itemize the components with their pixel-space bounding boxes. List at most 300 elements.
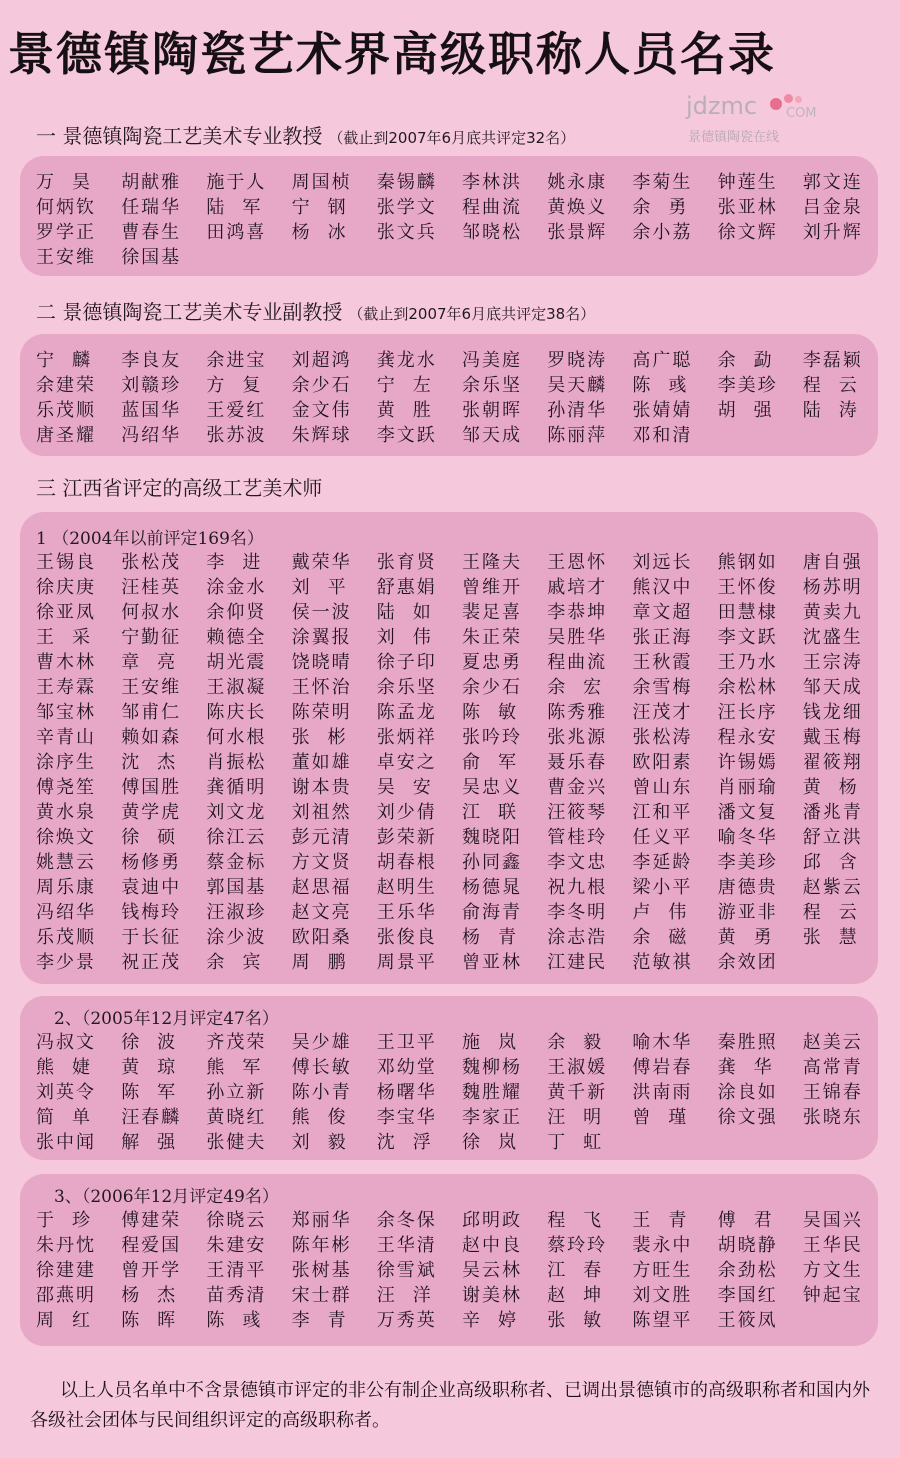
name-entry: 李宝华 <box>376 1107 435 1128</box>
name-entry: 田慧棣 <box>717 602 776 623</box>
name-entry: 夏忠勇 <box>462 652 520 673</box>
name-entry: 徐江云 <box>206 827 265 848</box>
name-entry: 汪明 <box>547 1107 602 1128</box>
name-entry: 徐建建 <box>36 1260 94 1281</box>
name-entry: 陈彧 <box>632 375 687 396</box>
name-entry: 李恭坤 <box>547 602 606 623</box>
name-entry: 陈敏 <box>462 702 516 723</box>
name-entry: 王宗涛 <box>802 652 861 673</box>
name-entry: 曹金兴 <box>547 777 606 798</box>
name-entry: 张炳祥 <box>376 727 435 748</box>
name-entry: 任义平 <box>632 827 691 848</box>
name-entry: 管桂玲 <box>547 827 606 848</box>
name-entry: 涂少波 <box>206 927 265 948</box>
name-entry: 章文超 <box>632 602 691 623</box>
name-entry: 姚永康 <box>547 172 606 193</box>
logo-subtitle: 景德镇陶瓷在线 <box>688 130 780 145</box>
name-entry: 陆如 <box>376 602 431 623</box>
name-entry: 蔡玲玲 <box>547 1235 606 1256</box>
name-entry: 江和平 <box>632 802 691 823</box>
name-entry: 秦胜照 <box>717 1032 776 1053</box>
name-entry: 范敏祺 <box>632 952 691 973</box>
name-entry: 黄水泉 <box>36 802 94 823</box>
name-entry: 李家正 <box>462 1107 520 1128</box>
name-entry: 黄琼 <box>121 1057 176 1078</box>
name-entry: 徐雪斌 <box>376 1260 435 1281</box>
name-entry: 黄晓红 <box>206 1107 265 1128</box>
name-entry: 祝正茂 <box>121 952 180 973</box>
name-entry: 陈小青 <box>291 1082 350 1103</box>
name-entry: 张敏 <box>547 1310 602 1331</box>
name-entry: 徐文强 <box>717 1107 776 1128</box>
name-entry: 刘文胜 <box>632 1285 691 1306</box>
name-entry: 邵燕明 <box>36 1285 94 1306</box>
name-entry: 汪淑珍 <box>206 902 265 923</box>
name-entry: 龚华 <box>717 1057 772 1078</box>
name-entry: 邓幼堂 <box>376 1057 435 1078</box>
name-entry: 张正海 <box>632 627 691 648</box>
name-entry: 王卫平 <box>376 1032 435 1053</box>
name-entry: 李文忠 <box>547 852 606 873</box>
name-entry: 王乃水 <box>717 652 776 673</box>
name-entry: 齐茂荣 <box>206 1032 265 1053</box>
name-entry: 吴云林 <box>462 1260 520 1281</box>
name-entry: 方文贤 <box>291 852 350 873</box>
name-entry: 余勐 <box>717 350 772 371</box>
name-entry: 余松林 <box>717 677 776 698</box>
name-entry: 李国红 <box>717 1285 776 1306</box>
name-entry: 刘文龙 <box>206 802 265 823</box>
name-entry: 王清平 <box>206 1260 265 1281</box>
name-entry: 张兆源 <box>547 727 606 748</box>
name-entry: 徐国基 <box>121 247 180 268</box>
name-entry: 卓安之 <box>376 752 435 773</box>
name-entry: 简单 <box>36 1107 90 1128</box>
name-entry: 欧阳素 <box>632 752 691 773</box>
name-entry: 熊军 <box>206 1057 261 1078</box>
section-heading-text: 一 景德镇陶瓷工艺美术专业教授 <box>36 124 323 148</box>
name-entry: 高广聪 <box>632 350 691 371</box>
name-entry: 陈军 <box>121 1082 176 1103</box>
name-entry: 潘兆青 <box>802 802 861 823</box>
name-entry: 冯绍华 <box>36 902 94 923</box>
name-entry: 周红 <box>36 1310 90 1331</box>
name-entry: 钱梅玲 <box>121 902 180 923</box>
name-entry: 吴国兴 <box>802 1210 861 1231</box>
name-entry: 程曲流 <box>462 197 520 218</box>
name-entry: 洪南雨 <box>632 1082 691 1103</box>
name-entry: 陈荣明 <box>291 702 350 723</box>
name-entry: 曾维开 <box>462 577 520 598</box>
name-entry: 邹宝林 <box>36 702 94 723</box>
name-entry: 李延龄 <box>632 852 691 873</box>
name-entry: 赵坤 <box>547 1285 602 1306</box>
name-entry: 刘超鸿 <box>291 350 350 371</box>
name-entry: 余磁 <box>632 927 687 948</box>
name-entry: 曹木林 <box>36 652 94 673</box>
name-entry: 汪长序 <box>717 702 776 723</box>
name-entry: 李冬明 <box>547 902 606 923</box>
name-entry: 王锦春 <box>802 1082 861 1103</box>
name-entry: 冯叔文 <box>36 1032 94 1053</box>
name-entry: 王华民 <box>802 1235 861 1256</box>
name-entry: 饶晓晴 <box>291 652 350 673</box>
name-entry: 戚培才 <box>547 577 606 598</box>
name-entry: 曹春生 <box>121 222 180 243</box>
name-entry: 余勇 <box>632 197 687 218</box>
name-entry: 方复 <box>206 375 261 396</box>
name-entry: 王青 <box>632 1210 687 1231</box>
name-entry: 谢美林 <box>462 1285 520 1306</box>
name-entry: 朱辉球 <box>291 425 350 446</box>
name-entry: 乐茂顺 <box>36 400 94 421</box>
name-entry: 张亚林 <box>717 197 776 218</box>
name-entry: 赖德全 <box>206 627 265 648</box>
name-entry: 汪茂才 <box>632 702 691 723</box>
name-entry: 万昊 <box>36 172 90 193</box>
section-panel-associate-professors <box>20 334 878 456</box>
name-entry: 曾开学 <box>121 1260 180 1281</box>
name-entry: 李磊颖 <box>802 350 861 371</box>
name-entry: 黄杨 <box>802 777 857 798</box>
name-entry: 傅尧笙 <box>36 777 94 798</box>
name-entry: 黄千新 <box>547 1082 606 1103</box>
name-entry: 陈丽萍 <box>547 425 606 446</box>
name-entry: 邹天成 <box>802 677 861 698</box>
section-note: （截止到2007年6月底共评定32名） <box>328 129 576 147</box>
name-entry: 龚循明 <box>206 777 265 798</box>
name-entry: 宁麟 <box>36 350 90 371</box>
name-entry: 张婧婧 <box>632 400 691 421</box>
name-entry: 徐岚 <box>462 1132 516 1153</box>
name-entry: 王秋霞 <box>632 652 691 673</box>
name-entry: 周国桢 <box>291 172 350 193</box>
name-entry: 沈盛生 <box>802 627 861 648</box>
name-entry: 丁虹 <box>547 1132 602 1153</box>
name-entry: 卢伟 <box>632 902 687 923</box>
name-entry: 沈杰 <box>121 752 176 773</box>
name-entry: 汪洋 <box>376 1285 431 1306</box>
name-entry: 杨青 <box>462 927 516 948</box>
logo-com: COM <box>786 106 817 121</box>
name-entry: 李林洪 <box>462 172 520 193</box>
name-entry: 程爱国 <box>121 1235 180 1256</box>
name-entry: 彭元清 <box>291 827 350 848</box>
name-entry: 徐庆庚 <box>36 577 94 598</box>
name-entry: 涂金水 <box>206 577 265 598</box>
name-entry: 喻冬华 <box>717 827 776 848</box>
name-entry: 宋士群 <box>291 1285 350 1306</box>
name-entry: 郑丽华 <box>291 1210 350 1231</box>
name-entry: 余冬保 <box>376 1210 435 1231</box>
name-entry: 余宾 <box>206 952 261 973</box>
name-entry: 俞军 <box>462 752 516 773</box>
name-entry: 宁钢 <box>291 197 346 218</box>
name-entry: 冯绍华 <box>121 425 180 446</box>
name-entry: 解强 <box>121 1132 176 1153</box>
name-entry: 宁勤征 <box>121 627 180 648</box>
name-entry: 魏晓阳 <box>462 827 520 848</box>
name-entry: 张学文 <box>376 197 435 218</box>
name-entry: 王隆夫 <box>462 552 520 573</box>
name-entry: 陆涛 <box>802 400 857 421</box>
name-entry: 涂志浩 <box>547 927 606 948</box>
name-entry: 程永安 <box>717 727 776 748</box>
name-entry: 王爱红 <box>206 400 265 421</box>
section-panel-professors <box>20 156 878 276</box>
name-entry: 黄焕义 <box>547 197 606 218</box>
name-entry: 李青 <box>291 1310 346 1331</box>
name-entry: 余毅 <box>547 1032 602 1053</box>
name-entry: 孙清华 <box>547 400 606 421</box>
name-entry: 程云 <box>802 902 857 923</box>
name-entry: 周鹏 <box>291 952 346 973</box>
name-entry: 余少石 <box>462 677 520 698</box>
name-entry: 罗晓涛 <box>547 350 606 371</box>
name-entry: 翟筱翔 <box>802 752 861 773</box>
name-entry: 喻木华 <box>632 1032 691 1053</box>
name-entry: 邹甫仁 <box>121 702 180 723</box>
name-entry: 江春 <box>547 1260 602 1281</box>
name-entry: 邱含 <box>802 852 857 873</box>
name-entry: 侯一波 <box>291 602 350 623</box>
name-entry: 张中闻 <box>36 1132 94 1153</box>
name-entry: 邓和清 <box>632 425 691 446</box>
name-entry: 赵紫云 <box>802 877 861 898</box>
name-entry: 曾山东 <box>632 777 691 798</box>
name-entry: 沈浮 <box>376 1132 431 1153</box>
name-entry: 周乐康 <box>36 877 94 898</box>
name-entry: 杨修勇 <box>121 852 180 873</box>
name-entry: 孙立新 <box>206 1082 265 1103</box>
name-entry: 余效团 <box>717 952 776 973</box>
name-entry: 李文跃 <box>376 425 435 446</box>
name-entry: 吕金泉 <box>802 197 861 218</box>
name-entry: 王恩怀 <box>547 552 606 573</box>
name-entry: 李美珍 <box>717 852 776 873</box>
name-entry: 张松涛 <box>632 727 691 748</box>
name-entry: 田鸿喜 <box>206 222 265 243</box>
name-entry: 王采 <box>36 627 90 648</box>
name-entry: 余宏 <box>547 677 602 698</box>
name-entry: 周景平 <box>376 952 435 973</box>
name-entry: 熊婕 <box>36 1057 90 1078</box>
name-entry: 徐焕文 <box>36 827 94 848</box>
section-heading-associate-professors <box>36 296 595 325</box>
name-entry: 程飞 <box>547 1210 602 1231</box>
name-entry: 李良友 <box>121 350 180 371</box>
name-entry: 王乐华 <box>376 902 435 923</box>
name-entry: 袁迪中 <box>121 877 180 898</box>
name-entry: 黄勇 <box>717 927 772 948</box>
name-entry: 王淑媛 <box>547 1057 606 1078</box>
name-entry: 蔡金标 <box>206 852 265 873</box>
name-entry: 曾瑾 <box>632 1107 687 1128</box>
name-entry: 熊钢如 <box>717 552 776 573</box>
name-entry: 徐波 <box>121 1032 176 1053</box>
name-entry: 张慧 <box>802 927 857 948</box>
footer-note: 以上人员名单中不含景德镇市评定的非公有制企业高级职称者、已调出景德镇市的高级职称者和国内外各级社会团体与民间组织评定的高级职称者。 <box>30 1380 870 1431</box>
group-label: 2、（2005年12月评定47名） <box>54 1009 279 1029</box>
page-title: 景德镇陶瓷艺术界高级职称人员名录 <box>8 27 776 81</box>
name-entry: 程云 <box>802 375 857 396</box>
name-entry: 王筱凤 <box>717 1310 776 1331</box>
name-entry: 王怀治 <box>291 677 350 698</box>
name-entry: 方文生 <box>802 1260 861 1281</box>
name-entry: 郭文连 <box>802 172 861 193</box>
name-entry: 傅岩春 <box>632 1057 691 1078</box>
name-entry: 朱正荣 <box>462 627 520 648</box>
name-entry: 王安维 <box>121 677 180 698</box>
name-entry: 杨曙华 <box>376 1082 435 1103</box>
name-entry: 余乐坚 <box>462 375 520 396</box>
name-entry: 李菊生 <box>632 172 691 193</box>
site-logo <box>686 92 816 148</box>
name-entry: 唐圣耀 <box>36 425 94 446</box>
name-entry: 张朝晖 <box>462 400 520 421</box>
name-entry: 赖如森 <box>121 727 180 748</box>
section-heading-text: 二 景德镇陶瓷工艺美术专业副教授 <box>36 300 343 324</box>
name-entry: 谢本贵 <box>291 777 350 798</box>
name-entry: 舒立洪 <box>802 827 861 848</box>
name-entry: 金文伟 <box>291 400 350 421</box>
name-entry: 李少景 <box>36 952 94 973</box>
name-entry: 余乐坚 <box>376 677 435 698</box>
name-entry: 张景辉 <box>547 222 606 243</box>
name-entry: 徐子印 <box>376 652 435 673</box>
name-entry: 胡献雅 <box>121 172 180 193</box>
section-note: （截止到2007年6月底共评定38名） <box>348 305 596 323</box>
name-entry: 辛青山 <box>36 727 94 748</box>
name-entry: 刘祖然 <box>291 802 350 823</box>
name-entry: 杨德晁 <box>462 877 520 898</box>
name-entry: 徐文辉 <box>717 222 776 243</box>
name-entry: 刘毅 <box>291 1132 346 1153</box>
name-entry: 张健夫 <box>206 1132 265 1153</box>
name-entry: 江联 <box>462 802 516 823</box>
section-heading-text: 三 江西省评定的高级工艺美术师 <box>36 476 323 500</box>
group-panel-2004 <box>20 512 878 984</box>
name-entry: 舒惠娟 <box>376 577 435 598</box>
name-entry: 张松茂 <box>121 552 180 573</box>
name-entry: 黄卖九 <box>802 602 861 623</box>
name-entry: 任瑞华 <box>121 197 180 218</box>
name-entry: 涂翼报 <box>291 627 350 648</box>
group-label: 3、（2006年12月评定49名） <box>54 1187 279 1207</box>
name-entry: 钟起宝 <box>802 1285 861 1306</box>
name-entry: 余雪梅 <box>632 677 691 698</box>
name-entry: 裴永中 <box>632 1235 691 1256</box>
name-entry: 黄胜 <box>376 400 431 421</box>
name-entry: 孙同鑫 <box>462 852 520 873</box>
name-entry: 朱建安 <box>206 1235 265 1256</box>
name-entry: 涂序生 <box>36 752 94 773</box>
name-entry: 吴天麟 <box>547 375 606 396</box>
name-entry: 刘伟 <box>376 627 431 648</box>
name-entry: 胡春根 <box>376 852 435 873</box>
name-entry: 李文跃 <box>717 627 776 648</box>
name-entry: 祝九根 <box>547 877 606 898</box>
name-entry: 张文兵 <box>376 222 435 243</box>
name-entry: 赵思福 <box>291 877 350 898</box>
name-entry: 胡晓静 <box>717 1235 776 1256</box>
name-entry: 彭荣新 <box>376 827 435 848</box>
name-entry: 刘少倩 <box>376 802 435 823</box>
name-entry: 汪桂英 <box>121 577 180 598</box>
name-entry: 汪春麟 <box>121 1107 180 1128</box>
name-entry: 俞海青 <box>462 902 520 923</box>
name-entry: 胡光震 <box>206 652 265 673</box>
name-entry: 徐晓云 <box>206 1210 265 1231</box>
name-entry: 余少石 <box>291 375 350 396</box>
name-entry: 黄学虎 <box>121 802 180 823</box>
name-entry: 肖丽瑜 <box>717 777 776 798</box>
name-entry: 冯美庭 <box>462 350 520 371</box>
name-entry: 苗秀清 <box>206 1285 265 1306</box>
name-entry: 陈彧 <box>206 1310 261 1331</box>
name-entry: 辛婷 <box>462 1310 516 1331</box>
name-entry: 梁小平 <box>632 877 691 898</box>
name-entry: 陈秀雅 <box>547 702 606 723</box>
name-entry: 张树基 <box>291 1260 350 1281</box>
name-entry: 张苏波 <box>206 425 265 446</box>
name-entry: 于珍 <box>36 1210 90 1231</box>
name-entry: 何炳钦 <box>36 197 94 218</box>
name-entry: 余劲松 <box>717 1260 776 1281</box>
name-entry: 刘平 <box>291 577 346 598</box>
name-entry: 程曲流 <box>547 652 606 673</box>
name-entry: 张育贤 <box>376 552 435 573</box>
name-entry: 王淑凝 <box>206 677 265 698</box>
name-entry: 陈年彬 <box>291 1235 350 1256</box>
name-entry: 刘赣珍 <box>121 375 180 396</box>
name-entry: 吴胜华 <box>547 627 606 648</box>
name-entry: 聂乐春 <box>547 752 606 773</box>
name-entry: 傅长敏 <box>291 1057 350 1078</box>
name-entry: 戴荣华 <box>291 552 350 573</box>
name-entry: 刘升辉 <box>802 222 861 243</box>
name-entry: 吴少雄 <box>291 1032 350 1053</box>
name-entry: 施于人 <box>206 172 265 193</box>
name-entry: 吴忠义 <box>462 777 520 798</box>
name-entry: 钱龙细 <box>802 702 861 723</box>
name-entry: 于长征 <box>121 927 180 948</box>
name-entry: 蓝国华 <box>121 400 180 421</box>
name-entry: 王怀俊 <box>717 577 776 598</box>
name-entry: 傅建荣 <box>121 1210 180 1231</box>
name-entry: 余仰贤 <box>206 602 265 623</box>
name-entry: 熊俊 <box>291 1107 346 1128</box>
group-panel-2006 <box>20 1174 878 1346</box>
name-entry: 魏胜耀 <box>462 1082 520 1103</box>
name-entry: 陈庆长 <box>206 702 265 723</box>
name-entry: 陈望平 <box>632 1310 691 1331</box>
name-entry: 刘远长 <box>632 552 691 573</box>
name-entry: 赵中良 <box>462 1235 520 1256</box>
name-entry: 张吟玲 <box>462 727 520 748</box>
name-entry: 游亚非 <box>717 902 776 923</box>
name-entry: 龚龙水 <box>376 350 435 371</box>
section-heading-professors <box>36 120 575 149</box>
name-entry: 傅君 <box>717 1210 772 1231</box>
group-panel-2005 <box>20 996 878 1160</box>
name-entry: 赵文亮 <box>291 902 350 923</box>
name-entry: 张彬 <box>291 727 346 748</box>
name-entry: 何水根 <box>206 727 265 748</box>
name-entry: 杨苏明 <box>802 577 861 598</box>
name-entry: 朱丹忱 <box>36 1235 94 1256</box>
name-entry: 裴足喜 <box>462 602 520 623</box>
